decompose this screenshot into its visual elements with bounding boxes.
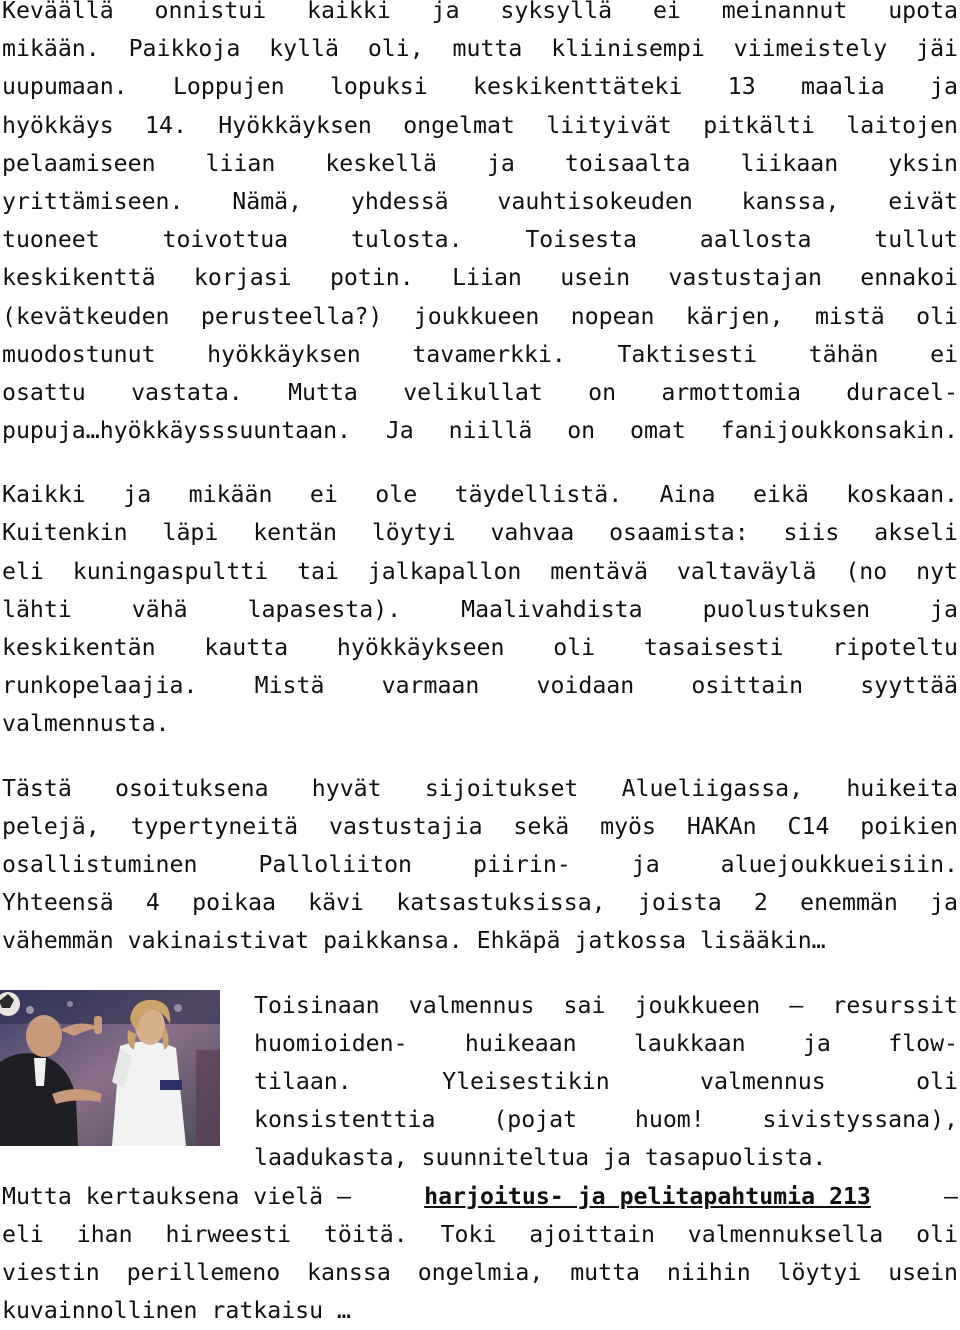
text-line: laadukasta, suunniteltua ja tasapuolista.	[254, 1139, 958, 1177]
text-line: keskikenttä korjasi potin. Liian usein vastustajan ennakoi	[2, 259, 958, 297]
text-line: Yhteensä 4 poikaa kävi katsastuksissa, joista 2 enemmän ja	[2, 884, 958, 922]
paragraph-gap	[2, 961, 958, 987]
text-line: tilaan. Yleisestikin valmennus oli	[254, 1063, 958, 1101]
text-line: pelaamiseen liian keskellä ja toisaalta liikaan yksin	[2, 145, 958, 183]
text-line: keskikentän kautta hyökkäykseen oli tasaisesti ripoteltu	[2, 629, 958, 667]
link-line-after: –	[944, 1178, 958, 1216]
text-line: runkopelaajia. Mistä varmaan voidaan osittain syyttää	[2, 667, 958, 705]
link-line-before: Mutta kertauksena vielä –	[2, 1178, 351, 1216]
paragraph-gap	[2, 450, 958, 476]
text-line-with-link	[2, 1178, 958, 1216]
text-line: Tästä osoituksena hyvät sijoitukset Alueliigassa, huikeita	[2, 770, 958, 808]
text-line: pupuja…hyökkäysssuuntaan. Ja niillä on omat fanijoukkonsakin.	[2, 412, 958, 450]
text-line: konsistenttia (pojat huom! sivistyssana),	[254, 1101, 958, 1139]
text-line: (kevätkeuden perusteella?) joukkueen nopean kärjen, mistä oli	[2, 298, 958, 336]
text-line: valmennusta.	[2, 705, 958, 743]
text-line: mikään. Paikkoja kyllä oli, mutta kliinisempi viimeistely jäi	[2, 30, 958, 68]
events-count-link[interactable]: harjoitus- ja pelitapahtumia 213	[424, 1178, 871, 1216]
text-line: eli ihan hirweesti töitä. Toki ajoittain valmennuksella oli	[2, 1216, 958, 1254]
paragraph-3	[2, 770, 958, 961]
text-line: viestin perillemeno kanssa ongelmia, mutta niihin löytyi usein	[2, 1254, 958, 1292]
text-line: pelejä, typertyneitä vastustajia sekä myös HAKAn C14 poikien	[2, 808, 958, 846]
photo-side-text	[254, 987, 958, 1178]
coach-and-player-photo	[0, 990, 220, 1146]
paragraph-4	[2, 1178, 958, 1330]
paragraph-gap	[2, 744, 958, 770]
text-line: uupumaan. Loppujen lopuksi keskikenttäteki 13 maalia ja	[2, 68, 958, 106]
text-line: kuvainnollinen ratkaisu …	[2, 1292, 958, 1330]
text-line: hyökkäys 14. Hyökkäyksen ongelmat liityivät pitkälti laitojen	[2, 107, 958, 145]
article-page	[2, 0, 958, 1330]
text-line: osattu vastata. Mutta velikullat on armottomia duracel-	[2, 374, 958, 412]
text-line: osallistuminen Palloliiton piirin- ja aluejoukkueisiin.	[2, 846, 958, 884]
text-line: vähemmän vakinaistivat paikkansa. Ehkäpä jatkossa lisääkin…	[2, 922, 958, 960]
text-line: Toisinaan valmennus sai joukkueen – resurssit	[254, 987, 958, 1025]
text-line: Kuitenkin läpi kentän löytyi vahvaa osaamista: siis akseli	[2, 514, 958, 552]
text-line: lähti vähä lapasesta). Maalivahdista puolustuksen ja	[2, 591, 958, 629]
paragraph-1	[2, 0, 958, 450]
text-line: muodostunut hyökkäyksen tavamerkki. Taktisesti tähän ei	[2, 336, 958, 374]
paragraph-2	[2, 476, 958, 743]
text-line: Keväällä onnistui kaikki ja syksyllä ei meinannut upota	[2, 0, 958, 30]
coach-and-player-icon	[0, 990, 220, 1146]
text-line: eli kuningaspultti tai jalkapallon mentävä valtaväylä (no nyt	[2, 553, 958, 591]
text-line: huomioiden- huikeaan laukkaan ja flow-	[254, 1025, 958, 1063]
photo-with-text	[2, 987, 958, 1178]
text-line: tuoneet toivottua tulosta. Toisesta aallosta tullut	[2, 221, 958, 259]
text-line: yrittämiseen. Nämä, yhdessä vauhtisokeuden kanssa, eivät	[2, 183, 958, 221]
text-line: Kaikki ja mikään ei ole täydellistä. Aina eikä koskaan.	[2, 476, 958, 514]
